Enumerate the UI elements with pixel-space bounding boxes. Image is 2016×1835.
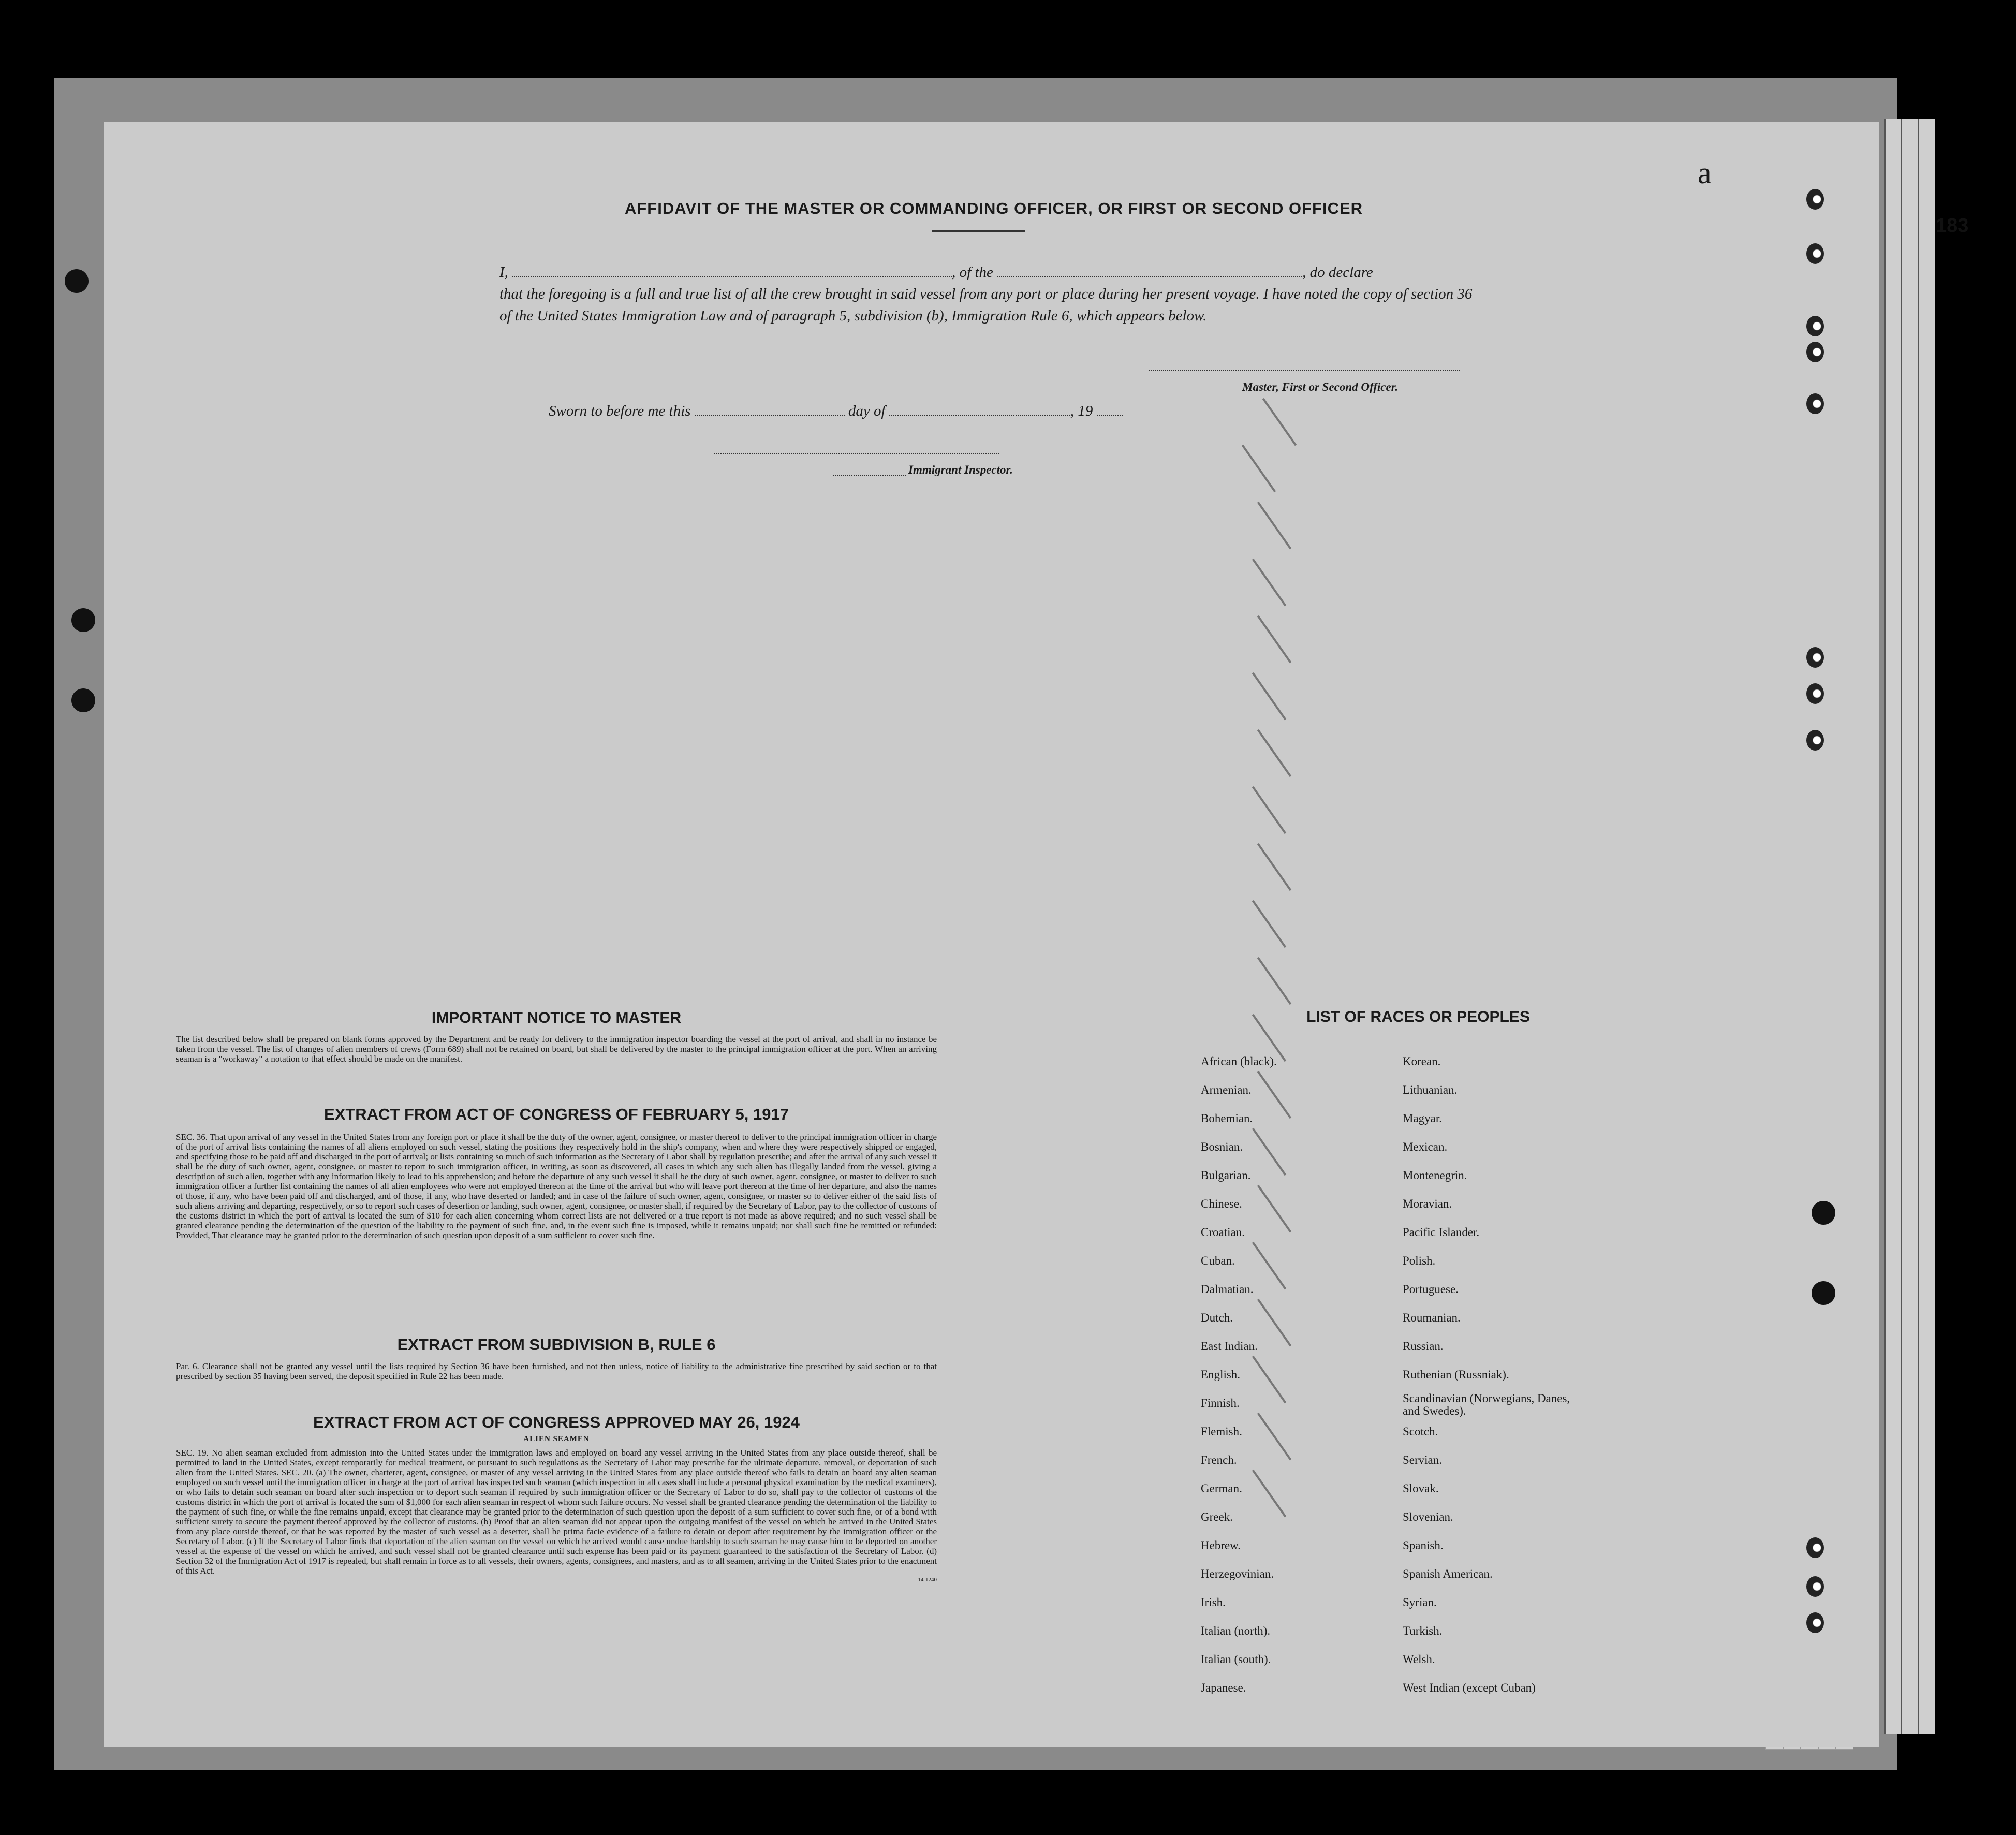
ring-hole xyxy=(1806,189,1824,210)
ring-hole xyxy=(1806,1576,1824,1597)
race-item: Irish. xyxy=(1201,1596,1226,1609)
sworn-label: Sworn to before me this xyxy=(549,403,691,419)
extract-1924-text: SEC. 19. No alien seaman excluded from admission into the United States under the immigration laws and employed on board any vessel arriving in the United States from any place outside thereof, shall be permitted to land in the United States, except temporarily for medical treatment, or pursuant to such regulations as the Secretary of Labor may prescribe for the ultimate departure, removal, or deportation of such alien from the United States. SEC. 20. (a) The owner, charterer, agent, consignee, or master of any vessel arriving in the United States from any place outside thereof who fails to detain on board any alien seaman employed on such vessel until the immigration officer in charge at the port of arrival has inspected such seaman (which inspection in all cases shall include a personal physical examination by the medical examiners), or who fails to detain such seaman on board after such inspection or to deport such seaman if required by such immigration officer or the Secretary of Labor to do so, shall pay to the collector of customs of the customs district in which the port of arrival is located the sum of $1,000 for each alien seaman in respect of whom such failure occurs. No vessel shall be granted clearance pending the determination of the liability to the payment of such fine, or while the fine remains unpaid, except that clearance may be granted prior to the determination of such question upon the deposit of a sum sufficient to cover such fine, or of a bond with sufficient surety to secure the payment thereof approved by the collector of customs. (b) Proof that an alien seaman did not appear upon the outgoing manifest of the vessel on which he arrived in the United States from any place outside thereof, or that he was reported by the master of such vessel as a deserter, shall be prima facie evidence of a failure to detain or deport after requirement by the immigration officer or the Secretary of Labor. (c) If the Secretary of Labor finds that deportation of the alien seaman on the vessel on which he arrived would cause undue hardship to such seaman he may cause him to be deported on another vessel at the expense of the vessel on which he arrived, and such vessel shall not be granted clearance until such expense has been paid or its payment guaranteed to the satisfaction of the Secretary of Labor. (d) Section 32 of the Immigration Act of 1917 is repealed, but shall remain in force as to all vessels, their owners, agents, consignees, and masters, and as to all seamen, arriving in the United States prior to the enactment of this Act. xyxy=(176,1448,937,1576)
month-field[interactable] xyxy=(889,403,1070,416)
form-number: 14-1240 xyxy=(918,1577,937,1583)
race-item: Polish. xyxy=(1403,1254,1436,1267)
race-item: Russian. xyxy=(1403,1340,1444,1353)
race-item: Scandinavian (Norwegians, Danes, and Swedes). xyxy=(1403,1392,1570,1417)
race-item: Spanish American. xyxy=(1403,1567,1493,1580)
ring-hole xyxy=(1806,683,1824,704)
notice-section xyxy=(176,1009,937,1064)
race-item: Portuguese. xyxy=(1403,1283,1459,1296)
race-item: African (black). xyxy=(1201,1055,1277,1068)
ring-hole xyxy=(1806,393,1824,414)
ring-hole xyxy=(1806,1612,1824,1633)
race-item: Montenegrin. xyxy=(1403,1169,1467,1182)
vessel-field[interactable] xyxy=(997,265,1302,277)
corner-mark: a xyxy=(1698,156,1712,190)
do-declare-label: , do declare xyxy=(1302,264,1373,281)
extract-1917-title: EXTRACT FROM ACT OF CONGRESS OF FEBRUARY 5, 1917 xyxy=(324,1105,789,1123)
race-item: Chinese. xyxy=(1201,1197,1242,1210)
race-item: Turkish. xyxy=(1403,1624,1443,1637)
rule6-title: EXTRACT FROM SUBDIVISION B, RULE 6 xyxy=(397,1335,716,1354)
race-item: Pacific Islander. xyxy=(1403,1226,1480,1239)
race-item: Ruthenian (Russniak). xyxy=(1403,1368,1509,1381)
race-item: Roumanian. xyxy=(1403,1311,1461,1324)
extract-1917-section xyxy=(176,1105,937,1240)
race-item: Dutch. xyxy=(1201,1311,1233,1324)
ring-hole xyxy=(1806,342,1824,362)
race-item: Cuban. xyxy=(1201,1254,1235,1267)
race-item: Lithuanian. xyxy=(1403,1083,1458,1096)
inspector-label: Immigrant Inspector. xyxy=(908,463,1013,476)
race-item: Armenian. xyxy=(1201,1083,1252,1096)
race-item: Magyar. xyxy=(1403,1112,1443,1125)
race-item: Servian. xyxy=(1403,1454,1443,1466)
year-field[interactable] xyxy=(1097,403,1123,416)
notice-title: IMPORTANT NOTICE TO MASTER xyxy=(431,1009,682,1026)
title-rule xyxy=(932,230,1025,232)
race-item: Spanish. xyxy=(1403,1539,1444,1552)
race-item: Slovak. xyxy=(1403,1482,1439,1495)
declaration xyxy=(499,261,1473,327)
race-item: Scotch. xyxy=(1403,1425,1438,1438)
sworn-line xyxy=(549,403,1123,420)
rule6-text: Par. 6. Clearance shall not be granted any vessel until the lists required by Section 36 have been furnished, and not then unless, notice of liability to the administrative fine prescribed by said section or to that prescribed by section 35 having been served, the deposit specified in Rule 22 has been made. xyxy=(176,1361,937,1381)
race-item: Dalmatian. xyxy=(1201,1283,1254,1296)
year-label: , 19 xyxy=(1070,403,1093,419)
race-item: Japanese. xyxy=(1201,1681,1246,1694)
declaration-body: that the foregoing is a full and true list of all the crew brought in said vessel from any port or place during her present voyage. I have noted the copy of section 36 of the United States Immigration Law and of paragraph 5, subdivision (b), Immigration Rule 6, which appears below. xyxy=(499,286,1473,324)
extract-1917-text: SEC. 36. That upon arrival of any vessel in the United States from any foreign port or place it shall be the duty of the owner, agent, consignee, or master thereof to deliver to the principal immigration officer in charge of the port of arrival lists containing the names of all aliens employed on such vessel, stating the positions they respectively hold in the ship's company, when and where they were respectively shipped or engaged, and specifying those to be paid off and discharged in the port of arrival; or lists containing so much of such information as the Secretary of Labor shall by regulation prescribe; and after the arrival of any such vessel it shall be the duty of such owner, agent, consignee, or master to report to such immigration officer, in writing, as soon as discovered, all cases in which any such alien has illegally landed from the vessel, giving a description of such alien, together with any information likely to lead to his apprehension; and before the departure of any such vessel it shall be the duty of such owner, agent, consignee, or master to deliver to such immigration officer a further list containing the names of all alien employees who were not employed thereon at the time of the arrival but who will leave port thereon at the time of her departure, and also the names of those, if any, who have been paid off and discharged, and of those, if any, who have deserted or landed; and in case of the failure of such owner, agent, consignee, or master so to deliver either of the said lists of such aliens arriving and departing, respectively, or so to report such cases of desertion or landing, such owner, agent, consignee, or master shall, if required by the Secretary of Labor, pay to the collector of customs of the customs district in which the port of arrival is located the sum of $10 for each alien concerning whom correct lists are not delivered or a true report is not made as above required; and no such vessel shall be granted clearance pending the determination of the question of the liability to the payment of such fine, and, in the event such fine is imposed, while it remains unpaid; nor shall such fine be remitted or refunded: Provided, That clearance may be granted prior to the determination of such question upon deposit of a sum sufficient to cover such fine. xyxy=(176,1132,937,1240)
race-item: English. xyxy=(1201,1368,1241,1381)
race-item: Bosnian. xyxy=(1201,1140,1243,1153)
ring-hole xyxy=(1806,316,1824,336)
master-signature-label: Master, First or Second Officer. xyxy=(1242,380,1399,393)
race-item: Mexican. xyxy=(1403,1140,1448,1153)
ring-hole xyxy=(1806,647,1824,668)
rule6-section xyxy=(176,1335,937,1381)
race-item: West Indian (except Cuban) xyxy=(1403,1681,1536,1694)
binder-hole xyxy=(1812,1281,1835,1305)
ring-hole xyxy=(1806,243,1824,264)
binder-hole xyxy=(71,608,95,632)
binder-hole xyxy=(65,269,89,293)
race-item: Italian (north). xyxy=(1201,1624,1271,1637)
race-item: French. xyxy=(1201,1454,1237,1466)
race-item: Korean. xyxy=(1403,1055,1441,1068)
pencil-strokes xyxy=(1216,393,1351,1599)
inspector-dotted xyxy=(833,475,906,476)
race-item: East Indian. xyxy=(1201,1340,1258,1353)
page-edge xyxy=(1918,119,1935,1734)
extract-1924-title: EXTRACT FROM ACT OF CONGRESS APPROVED MAY 26, 1924 xyxy=(313,1413,800,1431)
races-title: LIST OF RACES OR PEOPLES xyxy=(1306,1008,1530,1025)
race-item: Herzegovinian. xyxy=(1201,1567,1274,1580)
signature-line[interactable] xyxy=(1149,370,1460,371)
of-the-label: , of the xyxy=(952,264,993,281)
race-item: Italian (south). xyxy=(1201,1653,1271,1666)
extract-1924-section xyxy=(176,1413,937,1583)
race-item: Welsh. xyxy=(1403,1653,1435,1666)
race-item: Flemish. xyxy=(1201,1425,1242,1438)
notice-text: The list described below shall be prepared on blank forms approved by the Department and be ready for delivery to the immigration inspector boarding the vessel at the port of arrival, and shall in no instance be taken from the vessel. The list of changes of alien members of crews (Form 689) shall not be retained on board, but shall be delivered by the master to the principal immigration officer at the port. When an arriving seaman is a "workaway" a notation to that effect should be made on the manifest. xyxy=(176,1034,937,1064)
race-item: Croatian. xyxy=(1201,1226,1245,1239)
alien-seamen-subtitle: ALIEN SEAMEN xyxy=(523,1435,590,1443)
ring-hole xyxy=(1806,1537,1824,1558)
race-item: Bulgarian. xyxy=(1201,1169,1251,1182)
binder-hole xyxy=(1812,1201,1835,1225)
race-item: Bohemian. xyxy=(1201,1112,1253,1125)
ring-hole xyxy=(1806,730,1824,751)
race-item: Finnish. xyxy=(1201,1397,1240,1410)
name-field[interactable] xyxy=(512,265,952,277)
day-field[interactable] xyxy=(695,403,845,416)
race-item: German. xyxy=(1201,1482,1242,1495)
race-item: Slovenian. xyxy=(1403,1510,1453,1523)
race-item: Hebrew. xyxy=(1201,1539,1241,1552)
race-item: Syrian. xyxy=(1403,1596,1437,1609)
inspector-signature-line[interactable] xyxy=(714,453,999,454)
page-edge xyxy=(1884,119,1901,1734)
i-label: I, xyxy=(499,264,508,281)
page-number: 183 xyxy=(1936,215,1969,237)
binder-hole xyxy=(71,688,95,712)
day-of-label: day of xyxy=(848,403,886,419)
race-item: Greek. xyxy=(1201,1510,1233,1523)
page-edge xyxy=(1901,119,1918,1734)
race-item: Moravian. xyxy=(1403,1197,1452,1210)
affidavit-title: AFFIDAVIT OF THE MASTER OR COMMANDING OFFICER, OR FIRST OR SECOND OFFICER xyxy=(624,199,1363,217)
